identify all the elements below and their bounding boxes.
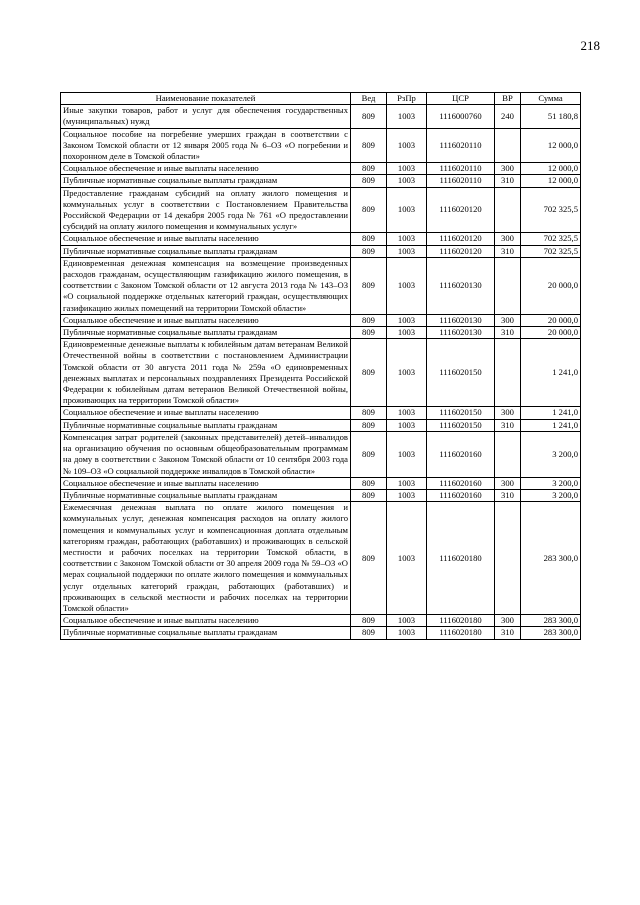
cell-csr: 1116020150	[427, 407, 495, 419]
cell-name: Единовременная денежная компенсация на возмещение произведенных расходов гражданам, осуществляющим газификацию жилого помещения, в соответствии с Законом Томской области от 12 августа 2013 года № 143–ОЗ «О социальной поддержке отдельных категорий граждан, осуществляющих газификацию жилых помещений на территории Томской области»	[61, 257, 351, 314]
cell-vr	[495, 257, 521, 314]
cell-csr: 1116020110	[427, 163, 495, 175]
table-row	[61, 489, 581, 501]
page-number: 218	[580, 38, 600, 53]
cell-ved: 809	[351, 489, 387, 501]
header-rzpr: РзПр	[387, 93, 427, 105]
cell-sum: 51 180,8	[521, 105, 581, 128]
cell-ved: 809	[351, 187, 387, 233]
cell-vr	[495, 339, 521, 407]
cell-vr: 300	[495, 314, 521, 326]
cell-name: Публичные нормативные социальные выплаты гражданам	[61, 419, 351, 431]
cell-sum: 12 000,0	[521, 163, 581, 175]
cell-name: Публичные нормативные социальные выплаты гражданам	[61, 489, 351, 501]
cell-sum: 12 000,0	[521, 175, 581, 187]
cell-name: Социальное обеспечение и иные выплаты населению	[61, 163, 351, 175]
cell-vr: 310	[495, 419, 521, 431]
cell-sum: 283 300,0	[521, 627, 581, 639]
cell-csr: 1116020130	[427, 257, 495, 314]
cell-csr: 1116020130	[427, 314, 495, 326]
cell-ved: 809	[351, 477, 387, 489]
table-row	[61, 128, 581, 163]
table-body	[61, 105, 581, 639]
table-row	[61, 327, 581, 339]
cell-sum: 1 241,0	[521, 407, 581, 419]
cell-rzpr: 1003	[387, 175, 427, 187]
cell-vr	[495, 431, 521, 477]
cell-rzpr: 1003	[387, 407, 427, 419]
cell-csr: 1116020120	[427, 187, 495, 233]
cell-csr: 1116020160	[427, 477, 495, 489]
cell-csr: 1116020180	[427, 615, 495, 627]
cell-sum: 1 241,0	[521, 339, 581, 407]
cell-vr: 300	[495, 233, 521, 245]
cell-csr: 1116000760	[427, 105, 495, 128]
table-row	[61, 233, 581, 245]
header-vr: ВР	[495, 93, 521, 105]
cell-name: Единовременные денежные выплаты к юбилейным датам ветеранам Великой Отечественной войны в соответствии с постановлением Администрации Томской области от 30 августа 2011 года № 259а «О единовременных денежных выплатах и персональных поздравлениях Президента Российской Федерации к юбилейным датам ветеранов Великой Отечественной войны, проживающих на территории Томской области»	[61, 339, 351, 407]
cell-name: Социальное обеспечение и иные выплаты населению	[61, 615, 351, 627]
cell-vr	[495, 502, 521, 615]
cell-vr: 310	[495, 175, 521, 187]
cell-csr: 1116020110	[427, 175, 495, 187]
cell-rzpr: 1003	[387, 502, 427, 615]
cell-vr	[495, 128, 521, 163]
cell-csr: 1116020120	[427, 233, 495, 245]
cell-csr: 1116020150	[427, 419, 495, 431]
table-row	[61, 339, 581, 407]
cell-name: Иные закупки товаров, работ и услуг для обеспечения государственных (муниципальных) нужд	[61, 105, 351, 128]
cell-rzpr: 1003	[387, 163, 427, 175]
cell-vr: 300	[495, 615, 521, 627]
cell-ved: 809	[351, 245, 387, 257]
cell-rzpr: 1003	[387, 339, 427, 407]
cell-rzpr: 1003	[387, 233, 427, 245]
table-row	[61, 431, 581, 477]
table-row	[61, 419, 581, 431]
cell-csr: 1116020180	[427, 502, 495, 615]
table-row	[61, 502, 581, 615]
cell-csr: 1116020180	[427, 627, 495, 639]
cell-csr: 1116020150	[427, 339, 495, 407]
cell-rzpr: 1003	[387, 489, 427, 501]
cell-sum: 1 241,0	[521, 419, 581, 431]
header-csr: ЦСР	[427, 93, 495, 105]
cell-sum: 3 200,0	[521, 431, 581, 477]
cell-sum: 20 000,0	[521, 314, 581, 326]
table-row	[61, 105, 581, 128]
cell-ved: 809	[351, 502, 387, 615]
cell-ved: 809	[351, 327, 387, 339]
cell-ved: 809	[351, 257, 387, 314]
cell-sum: 283 300,0	[521, 615, 581, 627]
cell-rzpr: 1003	[387, 477, 427, 489]
cell-ved: 809	[351, 175, 387, 187]
table-row	[61, 407, 581, 419]
cell-vr: 300	[495, 163, 521, 175]
cell-rzpr: 1003	[387, 105, 427, 128]
cell-ved: 809	[351, 128, 387, 163]
table-row	[61, 175, 581, 187]
cell-rzpr: 1003	[387, 128, 427, 163]
cell-sum: 3 200,0	[521, 477, 581, 489]
cell-vr	[495, 187, 521, 233]
table-row	[61, 615, 581, 627]
cell-name: Публичные нормативные социальные выплаты гражданам	[61, 245, 351, 257]
cell-name: Публичные нормативные социальные выплаты гражданам	[61, 327, 351, 339]
cell-csr: 1116020160	[427, 489, 495, 501]
budget-table	[60, 92, 581, 640]
cell-csr: 1116020160	[427, 431, 495, 477]
cell-name: Социальное пособие на погребение умерших граждан в соответствии с Законом Томской области от 12 января 2005 года № 6–ОЗ «О погребении и похоронном деле в Томской области»	[61, 128, 351, 163]
cell-sum: 12 000,0	[521, 128, 581, 163]
cell-rzpr: 1003	[387, 257, 427, 314]
cell-name: Публичные нормативные социальные выплаты гражданам	[61, 175, 351, 187]
cell-ved: 809	[351, 314, 387, 326]
cell-ved: 809	[351, 419, 387, 431]
table-row	[61, 257, 581, 314]
header-ved: Вед	[351, 93, 387, 105]
cell-sum: 702 325,5	[521, 245, 581, 257]
cell-name: Публичные нормативные социальные выплаты гражданам	[61, 627, 351, 639]
cell-name: Ежемесячная денежная выплата по оплате жилого помещения и коммунальных услуг, денежная компенсация расходов на оплату жилого помещения и коммунальных услуг и компенсационная доплата отдельным категориям граждан, работающих (работавших) и проживающих в сельской местности и рабочих поселках на территории Томской области, в соответствии с Законом Томской области от 30 апреля 2009 года № 59–ОЗ «О мерах социальной поддержки по оплате жилого помещения и коммунальных услуг отдельных категорий граждан, работающих (работавших) и проживающих в сельской местности и рабочих поселках на территории Томской области»	[61, 502, 351, 615]
cell-ved: 809	[351, 627, 387, 639]
cell-sum: 3 200,0	[521, 489, 581, 501]
cell-rzpr: 1003	[387, 187, 427, 233]
cell-vr: 300	[495, 477, 521, 489]
table-row	[61, 627, 581, 639]
cell-name: Предоставление гражданам субсидий на оплату жилого помещения и коммунальных услуг в соответствии с Постановлением Правительства Российской Федерации от 14 декабря 2005 года № 761 «О предоставлении субсидий на оплату жилого помещения и коммунальных услуг»	[61, 187, 351, 233]
cell-sum: 283 300,0	[521, 502, 581, 615]
table-row	[61, 477, 581, 489]
cell-vr: 310	[495, 489, 521, 501]
cell-ved: 809	[351, 339, 387, 407]
cell-csr: 1116020120	[427, 245, 495, 257]
cell-vr: 240	[495, 105, 521, 128]
cell-csr: 1116020110	[427, 128, 495, 163]
cell-sum: 20 000,0	[521, 257, 581, 314]
cell-vr: 310	[495, 327, 521, 339]
cell-rzpr: 1003	[387, 627, 427, 639]
cell-vr: 310	[495, 245, 521, 257]
table-row	[61, 314, 581, 326]
table-row	[61, 245, 581, 257]
table-row	[61, 163, 581, 175]
cell-sum: 702 325,5	[521, 187, 581, 233]
header-name: Наименование показателей	[61, 93, 351, 105]
cell-name: Компенсация затрат родителей (законных представителей) детей–инвалидов на организацию обучения по основным общеобразовательным программам на дому в соответствии с Законом Томской области от 10 сентября 2003 года № 109–ОЗ «О социальной поддержке инвалидов в Томской области»	[61, 431, 351, 477]
cell-rzpr: 1003	[387, 314, 427, 326]
cell-ved: 809	[351, 105, 387, 128]
cell-ved: 809	[351, 615, 387, 627]
cell-csr: 1116020130	[427, 327, 495, 339]
cell-ved: 809	[351, 431, 387, 477]
cell-vr: 310	[495, 627, 521, 639]
cell-name: Социальное обеспечение и иные выплаты населению	[61, 477, 351, 489]
cell-rzpr: 1003	[387, 431, 427, 477]
cell-ved: 809	[351, 233, 387, 245]
cell-rzpr: 1003	[387, 327, 427, 339]
cell-name: Социальное обеспечение и иные выплаты населению	[61, 407, 351, 419]
cell-sum: 702 325,5	[521, 233, 581, 245]
cell-ved: 809	[351, 163, 387, 175]
cell-name: Социальное обеспечение и иные выплаты населению	[61, 233, 351, 245]
cell-sum: 20 000,0	[521, 327, 581, 339]
cell-vr: 300	[495, 407, 521, 419]
cell-ved: 809	[351, 407, 387, 419]
table-header-row	[61, 93, 581, 105]
table-row	[61, 187, 581, 233]
header-sum: Сумма	[521, 93, 581, 105]
cell-rzpr: 1003	[387, 419, 427, 431]
cell-name: Социальное обеспечение и иные выплаты населению	[61, 314, 351, 326]
cell-rzpr: 1003	[387, 245, 427, 257]
cell-rzpr: 1003	[387, 615, 427, 627]
